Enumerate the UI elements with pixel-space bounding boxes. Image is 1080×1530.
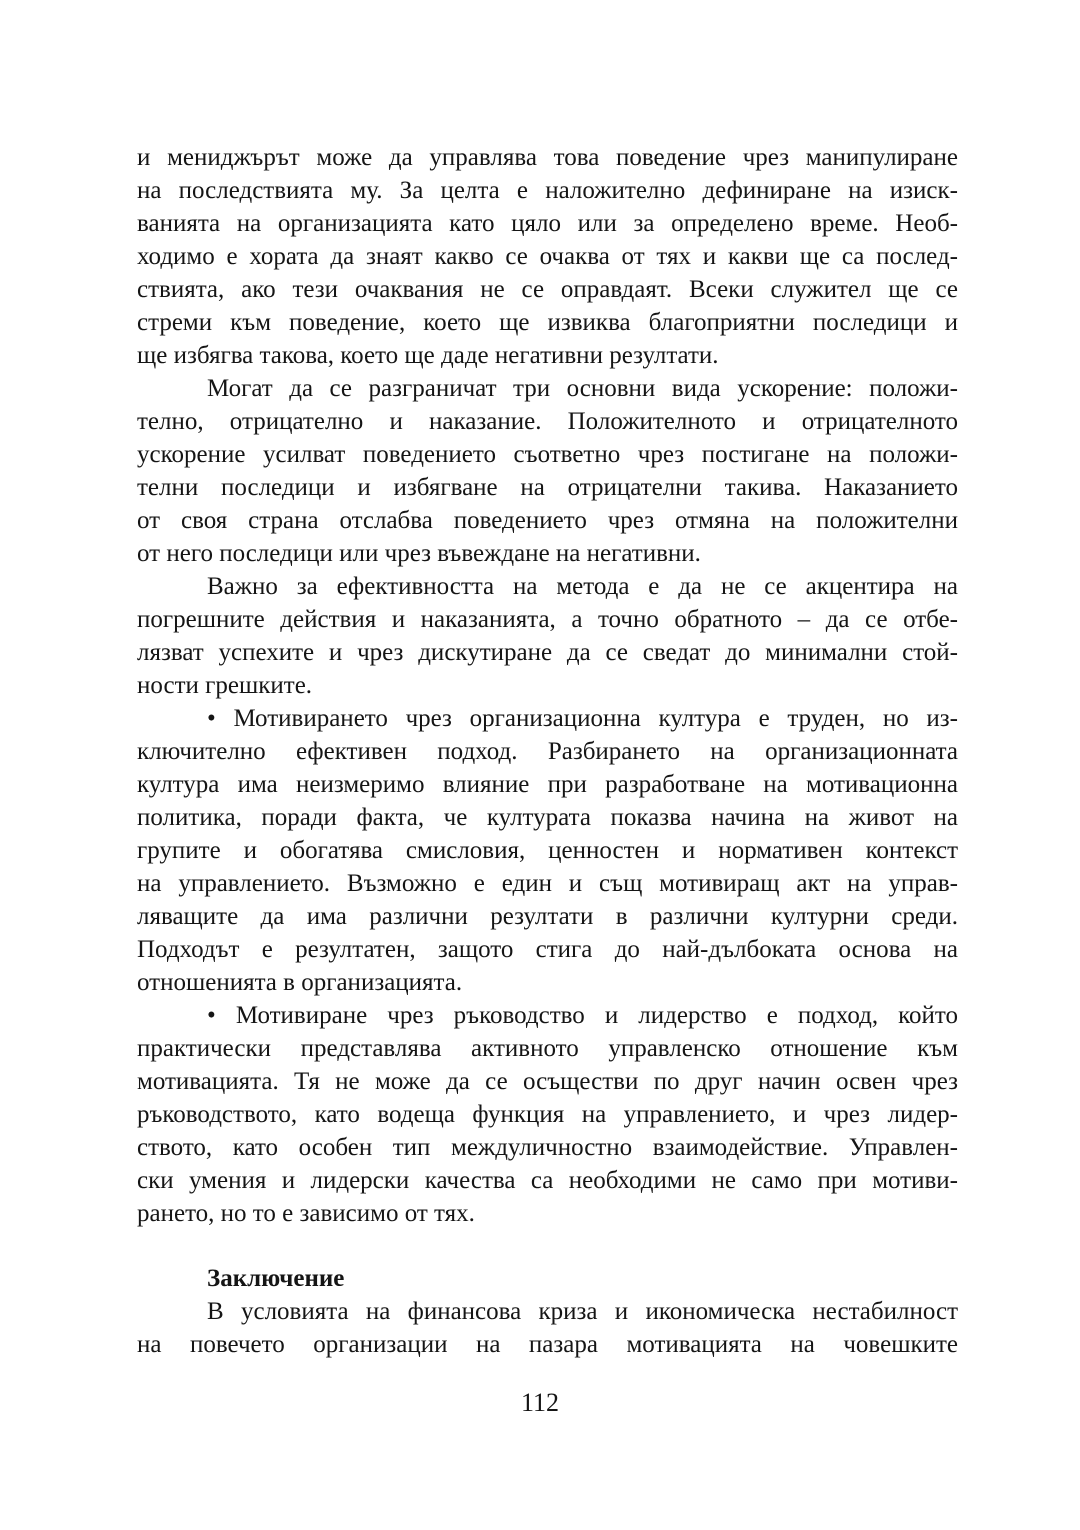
page-number: 112 xyxy=(520,1388,560,1417)
section-heading: Заключение xyxy=(207,1265,345,1292)
paragraph xyxy=(137,1295,958,1361)
text-line: групите и обогатява смисловия, ценностен и нормативен контекст xyxy=(137,837,958,864)
text-line: • Мотивирането чрез организационна култура е труден, но из- xyxy=(207,705,958,732)
text-line: мотивацията. Тя не може да се осъществи по друг начин освен чрез xyxy=(137,1068,958,1095)
paragraph xyxy=(137,702,958,999)
text-line: ванията на организацията като цяло или за определено време. Необ- xyxy=(137,210,958,237)
text-line: на повечето организации на пазара мотивацията на човешките xyxy=(137,1331,958,1358)
text-line: телни последици и избягване на отрицателни такива. Наказанието xyxy=(137,474,958,501)
text-line: Могат да се разграничат три основни вида ускорение: положи- xyxy=(207,375,958,402)
paragraph xyxy=(137,141,958,372)
text-line: ляващите да има различни резултати в различни културни среди. xyxy=(137,903,958,930)
text-line: ще избягва такова, което ще даде негативни резултати. xyxy=(137,342,719,369)
text-line: от своя страна отслабва поведението чрез отмяна на положителни xyxy=(137,507,958,534)
text-line: погрешните действия и наказанията, а точно обратното – да се отбе- xyxy=(137,606,958,633)
text-line: лязват успехите и чрез дискутиране да се сведат до минимални стой- xyxy=(137,639,958,666)
text-line: култура има неизмеримо влияние при разработване на мотивационна xyxy=(137,771,958,798)
text-line: В условията на финансова криза и икономическа нестабилност xyxy=(207,1298,958,1325)
text-line: ствията, ако тези очаквания не се оправдаят. Всеки служител ще се xyxy=(137,276,958,303)
text-line: политика, поради факта, че културата показва начина на живот на xyxy=(137,804,958,831)
text-line: • Мотивиране чрез ръководство и лидерство е подход, който xyxy=(207,1002,958,1029)
text-line: от него последици или чрез въвеждане на негативни. xyxy=(137,540,701,567)
text-line: телно, отрицателно и наказание. Положителното и отрицателното xyxy=(137,408,958,435)
text-line: отношенията в организацията. xyxy=(137,969,463,996)
text-line: и мениджърът може да управлява това поведение чрез манипулиране xyxy=(137,144,958,171)
text-line: практически представлява активното управленско отношение към xyxy=(137,1035,958,1062)
paragraph xyxy=(137,999,958,1230)
text-line: ключително ефективен подход. Разбирането на организационната xyxy=(137,738,958,765)
text-line: ски умения и лидерски качества са необходими не само при мотиви- xyxy=(137,1167,958,1194)
text-line: стреми към поведение, което ще извиква благоприятни последици и xyxy=(137,309,958,336)
text-line: ръководството, като водеща функция на управлението, и чрез лидер- xyxy=(137,1101,958,1128)
paragraph xyxy=(137,570,958,702)
text-line: на последствията му. За целта е наложително дефиниране на изиск- xyxy=(137,177,958,204)
text-line: ството, като особен тип междуличностно взаимодействие. Управлен- xyxy=(137,1134,958,1161)
paragraph xyxy=(137,372,958,570)
text-line: Подходът е резултатен, защото стига до най-дълбоката основа на xyxy=(137,936,958,963)
page-text xyxy=(137,141,958,1361)
text-line: ходимо е хората да знаят какво се очаква от тях и какви ще са послед- xyxy=(137,243,958,270)
text-line: на управлението. Възможно е един и същ мотивиращ акт на управ- xyxy=(137,870,958,897)
text-line: рането, но то е зависимо от тях. xyxy=(137,1200,475,1227)
text-line: Важно за ефективността на метода е да не се акцентира на xyxy=(207,573,958,600)
text-line: ности грешките. xyxy=(137,672,313,699)
text-line: ускорение усилват поведението съответно чрез постигане на положи- xyxy=(137,441,958,468)
